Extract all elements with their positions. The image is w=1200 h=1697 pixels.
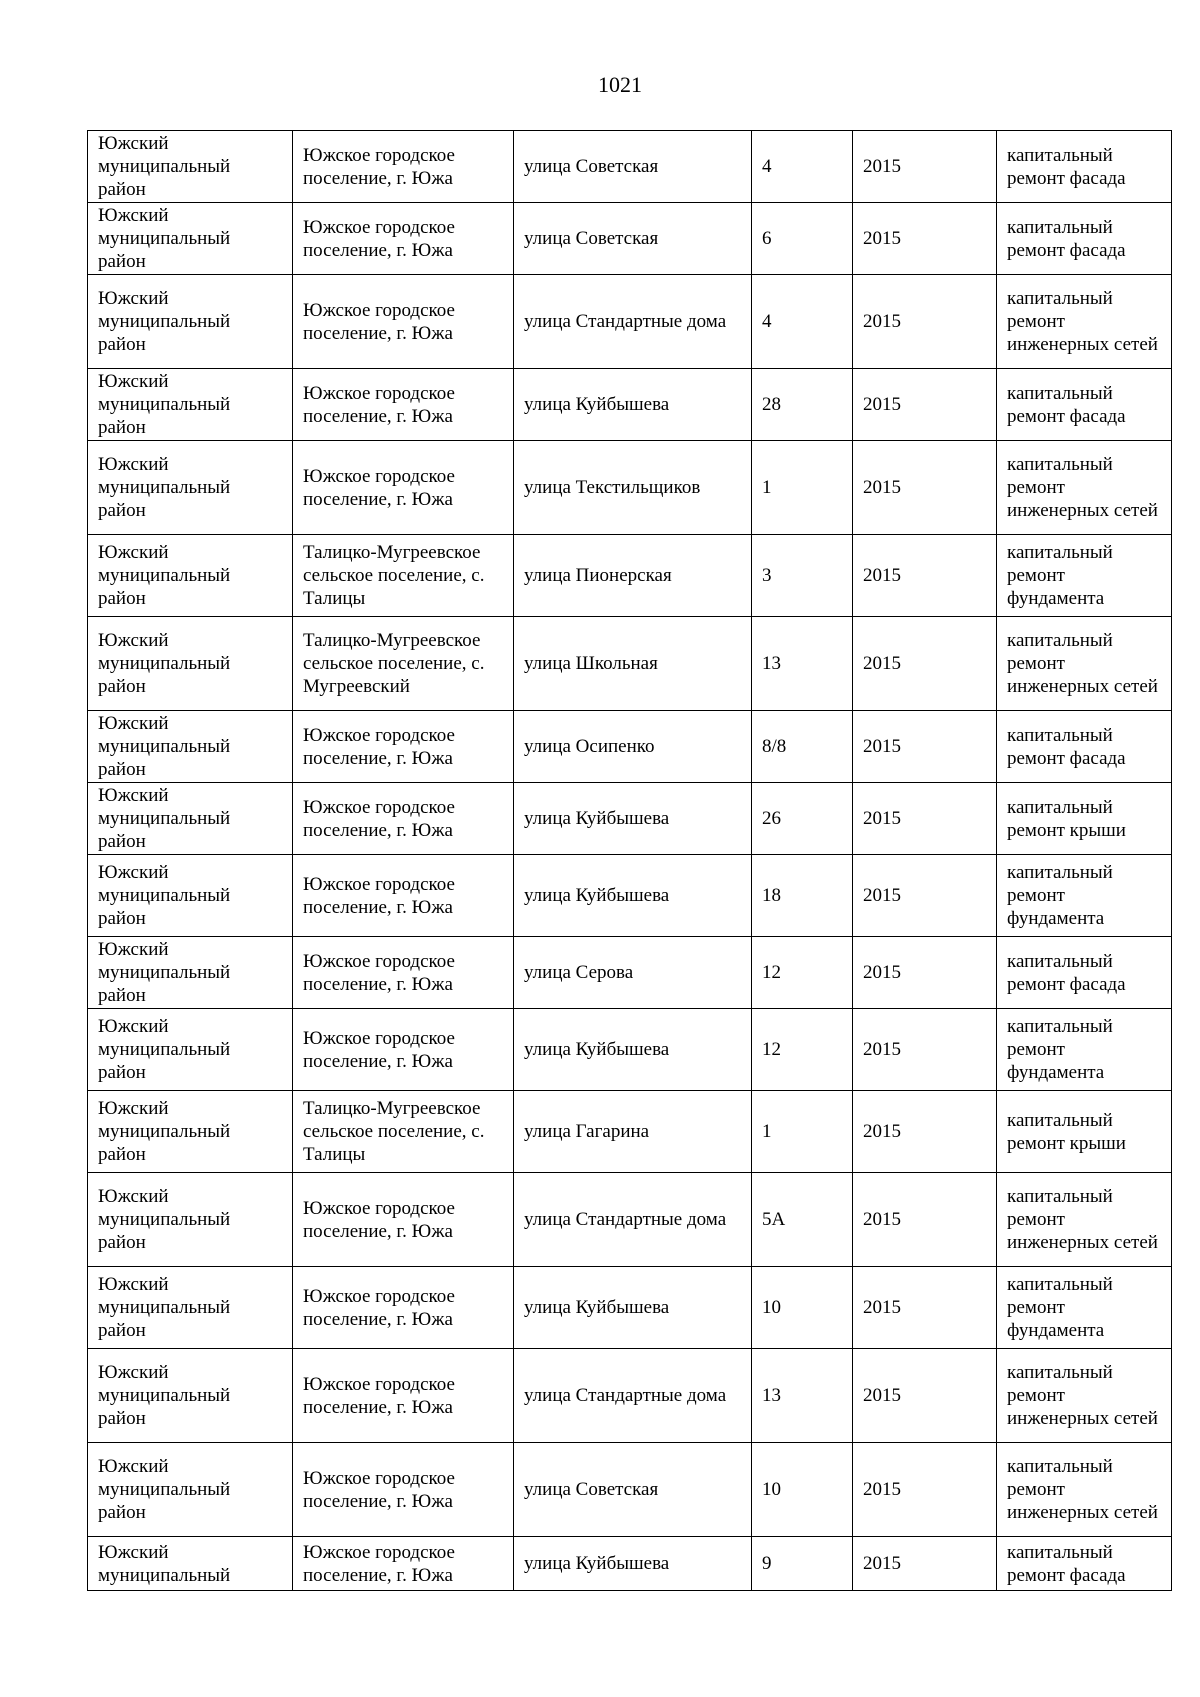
settlement-cell: Южское городское поселение, г. Южа	[293, 937, 514, 1009]
settlement-cell: Южское городское поселение, г. Южа	[293, 441, 514, 535]
year-cell: 2015	[853, 1349, 997, 1443]
district-cell: Южский муниципальный район	[88, 1173, 293, 1267]
street-cell: улица Куйбышева	[514, 1537, 752, 1591]
house-number-cell: 5А	[752, 1173, 853, 1267]
district-cell: Южский муниципальный район	[88, 783, 293, 855]
district-cell: Южский муниципальный район	[88, 131, 293, 203]
house-number-cell: 13	[752, 617, 853, 711]
work-type-cell: капитальный ремонт крыши	[997, 783, 1172, 855]
work-type-cell: капитальный ремонт фасада	[997, 203, 1172, 275]
year-cell: 2015	[853, 937, 997, 1009]
work-type-cell: капитальный ремонт фундамента	[997, 1267, 1172, 1349]
district-cell: Южский муниципальный район	[88, 275, 293, 369]
district-cell: Южский муниципальный район	[88, 369, 293, 441]
work-type-cell: капитальный ремонт инженерных сетей	[997, 275, 1172, 369]
table-row	[88, 203, 1172, 275]
table-row	[88, 855, 1172, 937]
settlement-cell: Южское городское поселение, г. Южа	[293, 131, 514, 203]
house-number-cell: 1	[752, 1091, 853, 1173]
housing-repair-table	[87, 130, 1172, 1591]
street-cell: улица Куйбышева	[514, 369, 752, 441]
settlement-cell: Южское городское поселение, г. Южа	[293, 203, 514, 275]
year-cell: 2015	[853, 711, 997, 783]
district-cell: Южский муниципальный район	[88, 1443, 293, 1537]
street-cell: улица Куйбышева	[514, 1009, 752, 1091]
year-cell: 2015	[853, 369, 997, 441]
settlement-cell: Южское городское поселение, г. Южа	[293, 855, 514, 937]
house-number-cell: 1	[752, 441, 853, 535]
district-cell: Южский муниципальный район	[88, 441, 293, 535]
house-number-cell: 12	[752, 937, 853, 1009]
year-cell: 2015	[853, 203, 997, 275]
house-number-cell: 12	[752, 1009, 853, 1091]
year-cell: 2015	[853, 783, 997, 855]
table-row	[88, 369, 1172, 441]
house-number-cell: 18	[752, 855, 853, 937]
table-row	[88, 1173, 1172, 1267]
house-number-cell: 9	[752, 1537, 853, 1591]
table-row	[88, 711, 1172, 783]
work-type-cell: капитальный ремонт фасада	[997, 369, 1172, 441]
settlement-cell: Южское городское поселение, г. Южа	[293, 1349, 514, 1443]
street-cell: улица Стандартные дома	[514, 275, 752, 369]
settlement-cell: Южское городское поселение, г. Южа	[293, 1267, 514, 1349]
year-cell: 2015	[853, 1537, 997, 1591]
page-number: 1021	[598, 72, 642, 97]
house-number-cell: 26	[752, 783, 853, 855]
district-cell: Южский муниципальный район	[88, 1009, 293, 1091]
district-cell: Южский муниципальный	[88, 1537, 293, 1591]
district-cell: Южский муниципальный район	[88, 711, 293, 783]
house-number-cell: 13	[752, 1349, 853, 1443]
settlement-cell: Южское городское поселение, г. Южа	[293, 275, 514, 369]
street-cell: улица Стандартные дома	[514, 1173, 752, 1267]
year-cell: 2015	[853, 1267, 997, 1349]
table-row	[88, 1267, 1172, 1349]
settlement-cell: Южское городское поселение, г. Южа	[293, 1443, 514, 1537]
settlement-cell: Южское городское поселение, г. Южа	[293, 783, 514, 855]
year-cell: 2015	[853, 1091, 997, 1173]
work-type-cell: капитальный ремонт инженерных сетей	[997, 1443, 1172, 1537]
house-number-cell: 28	[752, 369, 853, 441]
street-cell: улица Куйбышева	[514, 855, 752, 937]
district-cell: Южский муниципальный район	[88, 937, 293, 1009]
work-type-cell: капитальный ремонт фундамента	[997, 535, 1172, 617]
table-body	[88, 131, 1172, 1591]
street-cell: улица Стандартные дома	[514, 1349, 752, 1443]
table-row	[88, 1091, 1172, 1173]
street-cell: улица Серова	[514, 937, 752, 1009]
work-type-cell: капитальный ремонт фундамента	[997, 1009, 1172, 1091]
work-type-cell: капитальный ремонт инженерных сетей	[997, 1173, 1172, 1267]
house-number-cell: 10	[752, 1443, 853, 1537]
year-cell: 2015	[853, 855, 997, 937]
year-cell: 2015	[853, 1009, 997, 1091]
year-cell: 2015	[853, 535, 997, 617]
settlement-cell: Талицко-Мугреевское сельское поселение, с. Мугреевский	[293, 617, 514, 711]
year-cell: 2015	[853, 617, 997, 711]
work-type-cell: капитальный ремонт инженерных сетей	[997, 441, 1172, 535]
settlement-cell: Талицко-Мугреевское сельское поселение, с. Талицы	[293, 1091, 514, 1173]
house-number-cell: 8/8	[752, 711, 853, 783]
settlement-cell: Южское городское поселение, г. Южа	[293, 1537, 514, 1591]
street-cell: улица Советская	[514, 203, 752, 275]
street-cell: улица Советская	[514, 131, 752, 203]
street-cell: улица Пионерская	[514, 535, 752, 617]
table-row	[88, 937, 1172, 1009]
district-cell: Южский муниципальный район	[88, 855, 293, 937]
work-type-cell: капитальный ремонт инженерных сетей	[997, 1349, 1172, 1443]
street-cell: улица Осипенко	[514, 711, 752, 783]
house-number-cell: 4	[752, 131, 853, 203]
house-number-cell: 10	[752, 1267, 853, 1349]
settlement-cell: Южское городское поселение, г. Южа	[293, 711, 514, 783]
work-type-cell: капитальный ремонт фасада	[997, 937, 1172, 1009]
work-type-cell: капитальный ремонт инженерных сетей	[997, 617, 1172, 711]
street-cell: улица Куйбышева	[514, 783, 752, 855]
table-row	[88, 617, 1172, 711]
house-number-cell: 3	[752, 535, 853, 617]
table-row	[88, 783, 1172, 855]
table-row	[88, 535, 1172, 617]
street-cell: улица Куйбышева	[514, 1267, 752, 1349]
year-cell: 2015	[853, 1173, 997, 1267]
street-cell: улица Гагарина	[514, 1091, 752, 1173]
work-type-cell: капитальный ремонт крыши	[997, 1091, 1172, 1173]
street-cell: улица Советская	[514, 1443, 752, 1537]
settlement-cell: Талицко-Мугреевское сельское поселение, с. Талицы	[293, 535, 514, 617]
street-cell: улица Школьная	[514, 617, 752, 711]
year-cell: 2015	[853, 1443, 997, 1537]
table-row	[88, 1537, 1172, 1591]
settlement-cell: Южское городское поселение, г. Южа	[293, 1009, 514, 1091]
table-row	[88, 1443, 1172, 1537]
year-cell: 2015	[853, 131, 997, 203]
year-cell: 2015	[853, 275, 997, 369]
work-type-cell: капитальный ремонт фасада	[997, 1537, 1172, 1591]
district-cell: Южский муниципальный район	[88, 535, 293, 617]
house-number-cell: 6	[752, 203, 853, 275]
table-row	[88, 1349, 1172, 1443]
work-type-cell: капитальный ремонт фасада	[997, 131, 1172, 203]
district-cell: Южский муниципальный район	[88, 1091, 293, 1173]
year-cell: 2015	[853, 441, 997, 535]
street-cell: улица Текстильщиков	[514, 441, 752, 535]
district-cell: Южский муниципальный район	[88, 1267, 293, 1349]
settlement-cell: Южское городское поселение, г. Южа	[293, 369, 514, 441]
table-row	[88, 1009, 1172, 1091]
work-type-cell: капитальный ремонт фасада	[997, 711, 1172, 783]
house-number-cell: 4	[752, 275, 853, 369]
district-cell: Южский муниципальный район	[88, 617, 293, 711]
table-row	[88, 131, 1172, 203]
table-row	[88, 275, 1172, 369]
district-cell: Южский муниципальный район	[88, 203, 293, 275]
work-type-cell: капитальный ремонт фундамента	[997, 855, 1172, 937]
table-row	[88, 441, 1172, 535]
district-cell: Южский муниципальный район	[88, 1349, 293, 1443]
settlement-cell: Южское городское поселение, г. Южа	[293, 1173, 514, 1267]
